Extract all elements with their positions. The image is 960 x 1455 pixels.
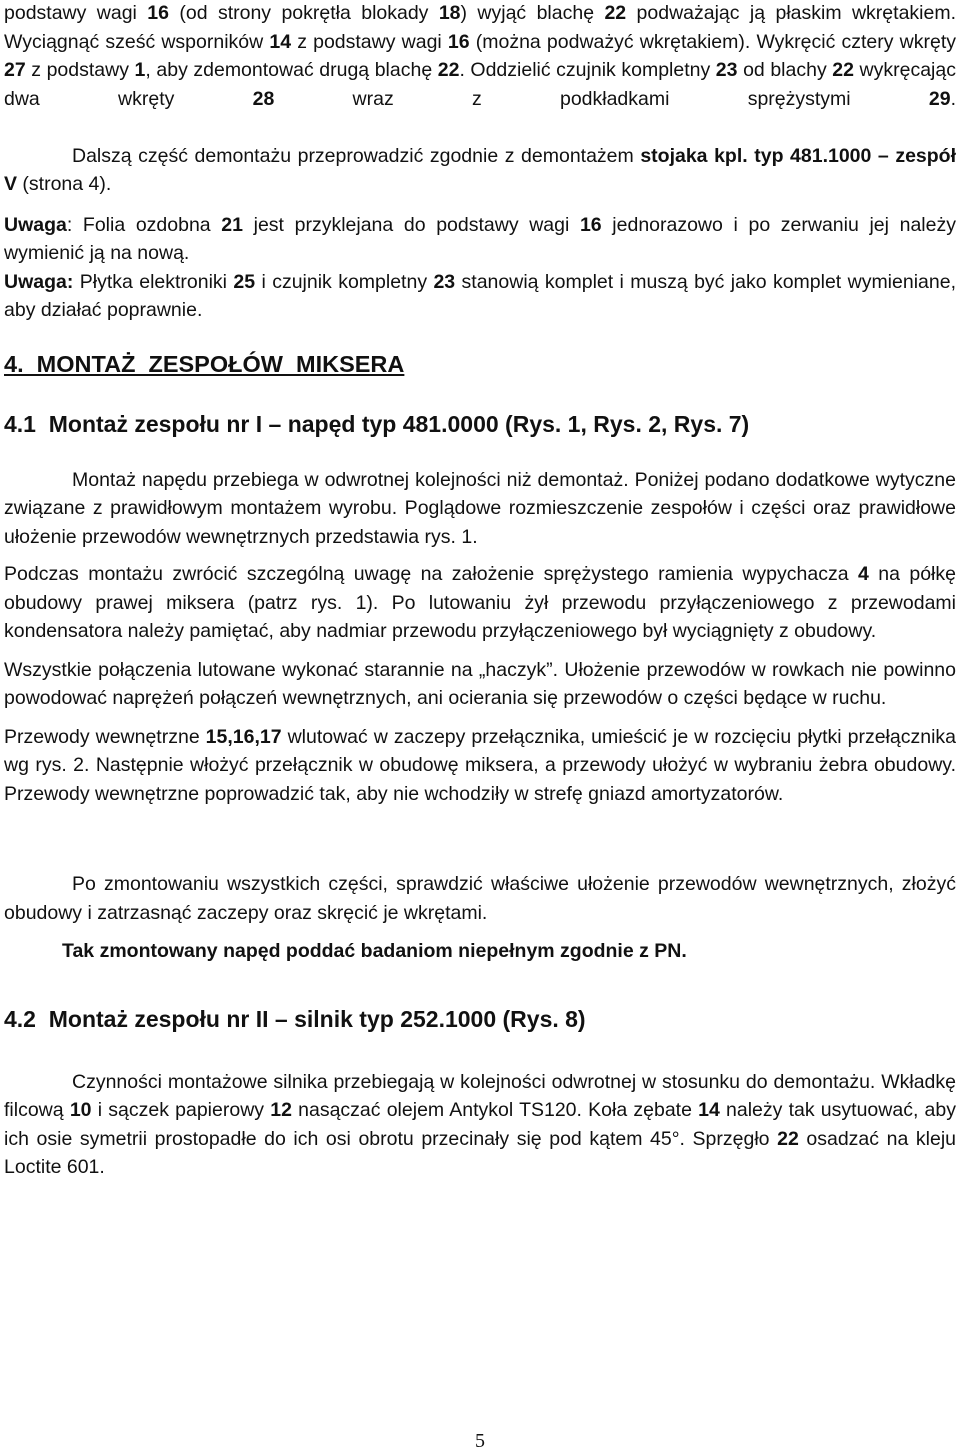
section-heading-4-2: 4.2 Montaż zespołu nr II – silnik typ 252.1000 (Rys. 8) xyxy=(4,1005,586,1032)
stand-reference: stojaka kpl. typ 481.1000 – zespół V xyxy=(4,144,957,195)
paragraph-motor-assembly: Czynności montażowe silnika przebiegają w kolejności odwrotnej w stosunku do demontażu. Wkładkę filcową 10 i sączek papierowy 12 nasączać olejem Antykol TS120. Koła zębate 14 należy tak usytuować, aby ich osie symetrii prostopadłe do ich osi obrotu przecinały się pod kątem 45°. Sprzęgło 22 osadzać na kleju Loctite 601. xyxy=(4,1070,956,1178)
paragraph-assembly-attention: Podczas montażu zwrócić szczególną uwagę na założenie sprężystego ramienia wypychacza 4 na półkę obudowy prawej miksera (patrz rys. 1). Po lutowaniu żył przewodu przyłączeniowego z przewodami kondensatora należy pamiętać, aby nadmiar przewodu przyłączeniowego był wyciągnięty z obudowy. xyxy=(4,563,956,642)
section-heading-4: 4. MONTAŻ ZESPOŁÓW MIKSERA xyxy=(4,350,405,377)
paragraph-after-assembly: Po zmontowaniu wszystkich części, sprawdzić właściwe ułożenie przewodów wewnętrznych, złożyć obudowy i zatrzasnąć zaczepy oraz skręcić je wkrętami. xyxy=(4,873,956,924)
note-foil: Uwaga: Folia ozdobna 21 jest przyklejana do podstawy wagi 16 jednorazowo i po zerwaniu jej należy wymienić ją na nową. xyxy=(4,213,956,264)
paragraph-further-disassembly: Dalszą część demontażu przeprowadzić zgodnie z demontażem stojaka kpl. typ 481.1000 – zespół V (strona 4). xyxy=(4,144,957,195)
page-number: 5 xyxy=(475,1430,485,1452)
paragraph-assembly-order: Montaż napędu przebiega w odwrotnej kolejności niż demontaż. Poniżej podano dodatkowe wytyczne związane z prawidłowym montażem wyrobu. Poglądowe rozmieszczenie zespołów i części oraz prawidłowe ułożenie przewodów wewnętrznych przedstawia rys. 1. xyxy=(4,468,956,548)
section-heading-4-1: 4.1 Montaż zespołu nr I – napęd typ 481.0000 (Rys. 1, Rys. 2, Rys. 7) xyxy=(4,410,750,437)
paragraph-soldering: Wszystkie połączenia lutowane wykonać starannie na „haczyk”. Ułożenie przewodów w rowkach nie powinno powodować naprężeń połączeń wewnętrznych, ani ocierania się przewodów o części będące w ruchu. xyxy=(4,658,956,709)
paragraph-internal-wires: Przewody wewnętrzne 15,16,17 wlutować w zaczepy przełącznika, umieścić je w rozcięciu płytki przełącznika wg rys. 2. Następnie włożyć przełącznik w obudowę miksera, a przewody ułożyć w wybraniu żebra obudowy. Przewody wewnętrzne poprowadzić tak, aby nie wchodziły w strefę gniazd amortyzatorów. xyxy=(4,725,957,805)
paragraph-testing: Tak zmontowany napęd poddać badaniom niepełnym zgodnie z PN. xyxy=(62,940,687,962)
document-page xyxy=(4,0,956,1182)
paragraph-disassembly: podstawy wagi 16 (od strony pokrętła blokady 18) wyjąć blachę 22 podważając ją płaskim wkrętakiem. Wyciągnąć sześć wsporników 14 z podstawy wagi 16 (można podważyć wkrętakiem). Wykręcić cztery wkręty 27 z podstawy 1, aby zdemontować drugą blachę 22. Oddzielić czujnik kompletny 23 od blachy 22 wykręcając dwa wkręty 28 wraz z podkładkami sprężystymi 29. xyxy=(4,2,957,110)
note-electronics: Uwaga: Płytka elektroniki 25 i czujnik kompletny 23 stanowią komplet i muszą być jako komplet wymieniane, aby działać poprawnie. xyxy=(4,270,956,321)
